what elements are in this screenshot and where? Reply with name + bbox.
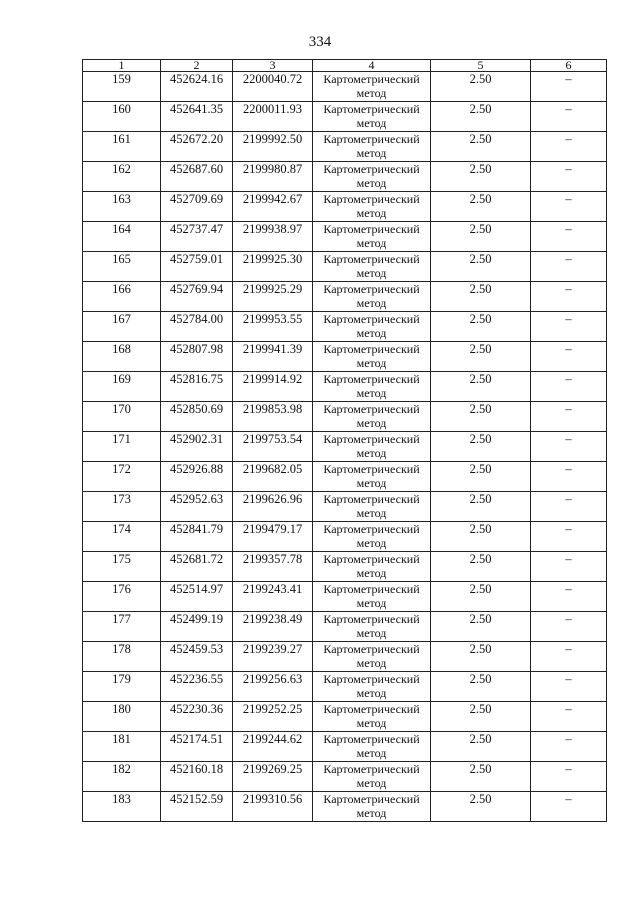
coordinate-y: 2199238.49 bbox=[233, 612, 313, 642]
coordinate-y: 2199942.67 bbox=[233, 192, 313, 222]
empty-dash: – bbox=[531, 702, 607, 732]
method-line-2: метод bbox=[356, 326, 387, 340]
method-line-2: метод bbox=[356, 236, 387, 250]
accuracy-value: 2.50 bbox=[431, 462, 531, 492]
coordinate-x: 452499.19 bbox=[161, 612, 233, 642]
coordinate-y: 2199938.97 bbox=[233, 222, 313, 252]
table-row bbox=[83, 582, 607, 612]
coordinate-y: 2199239.27 bbox=[233, 642, 313, 672]
point-number: 160 bbox=[83, 102, 161, 132]
accuracy-value: 2.50 bbox=[431, 732, 531, 762]
point-number: 169 bbox=[83, 372, 161, 402]
method-line-2: метод bbox=[356, 506, 387, 520]
method-cell bbox=[313, 162, 431, 192]
table-row bbox=[83, 222, 607, 252]
method-line-2: метод bbox=[356, 476, 387, 490]
coordinate-x: 452236.55 bbox=[161, 672, 233, 702]
method-cell bbox=[313, 672, 431, 702]
coordinate-x: 452816.75 bbox=[161, 372, 233, 402]
table-row bbox=[83, 672, 607, 702]
point-number: 162 bbox=[83, 162, 161, 192]
point-number: 168 bbox=[83, 342, 161, 372]
coordinate-x: 452681.72 bbox=[161, 552, 233, 582]
empty-dash: – bbox=[531, 612, 607, 642]
accuracy-value: 2.50 bbox=[431, 522, 531, 552]
method-cell bbox=[313, 222, 431, 252]
accuracy-value: 2.50 bbox=[431, 312, 531, 342]
empty-dash: – bbox=[531, 552, 607, 582]
method-line-2: метод bbox=[356, 116, 387, 130]
column-header: 4 bbox=[313, 60, 431, 72]
method-line-2: метод bbox=[356, 386, 387, 400]
method-cell bbox=[313, 252, 431, 282]
method-cell bbox=[313, 132, 431, 162]
accuracy-value: 2.50 bbox=[431, 552, 531, 582]
point-number: 183 bbox=[83, 792, 161, 822]
empty-dash: – bbox=[531, 72, 607, 102]
method-cell bbox=[313, 432, 431, 462]
accuracy-value: 2.50 bbox=[431, 762, 531, 792]
coordinate-x: 452174.51 bbox=[161, 732, 233, 762]
accuracy-value: 2.50 bbox=[431, 72, 531, 102]
empty-dash: – bbox=[531, 402, 607, 432]
method-cell bbox=[313, 642, 431, 672]
method-line-1: Картометрический bbox=[323, 492, 420, 506]
coordinate-x: 452807.98 bbox=[161, 342, 233, 372]
method-line-1: Картометрический bbox=[323, 522, 420, 536]
method-cell bbox=[313, 312, 431, 342]
method-cell bbox=[313, 282, 431, 312]
coordinate-y: 2199357.78 bbox=[233, 552, 313, 582]
coordinate-y: 2200040.72 bbox=[233, 72, 313, 102]
point-number: 177 bbox=[83, 612, 161, 642]
method-line-2: метод bbox=[356, 596, 387, 610]
point-number: 179 bbox=[83, 672, 161, 702]
column-header: 3 bbox=[233, 60, 313, 72]
table-row bbox=[83, 492, 607, 522]
method-line-2: метод bbox=[356, 176, 387, 190]
accuracy-value: 2.50 bbox=[431, 432, 531, 462]
empty-dash: – bbox=[531, 792, 607, 822]
method-line-2: метод bbox=[356, 206, 387, 220]
method-line-1: Картометрический bbox=[323, 402, 420, 416]
method-line-1: Картометрический bbox=[323, 282, 420, 296]
method-cell bbox=[313, 372, 431, 402]
method-line-2: метод bbox=[356, 566, 387, 580]
column-header: 5 bbox=[431, 60, 531, 72]
empty-dash: – bbox=[531, 222, 607, 252]
accuracy-value: 2.50 bbox=[431, 492, 531, 522]
coordinate-y: 2199753.54 bbox=[233, 432, 313, 462]
method-line-2: метод bbox=[356, 356, 387, 370]
coordinate-y: 2199256.63 bbox=[233, 672, 313, 702]
accuracy-value: 2.50 bbox=[431, 702, 531, 732]
table-row bbox=[83, 72, 607, 102]
point-number: 174 bbox=[83, 522, 161, 552]
empty-dash: – bbox=[531, 342, 607, 372]
empty-dash: – bbox=[531, 732, 607, 762]
method-line-2: метод bbox=[356, 266, 387, 280]
empty-dash: – bbox=[531, 432, 607, 462]
coordinate-x: 452152.59 bbox=[161, 792, 233, 822]
table-row bbox=[83, 372, 607, 402]
coordinate-x: 452841.79 bbox=[161, 522, 233, 552]
coordinate-x: 452769.94 bbox=[161, 282, 233, 312]
method-line-1: Картометрический bbox=[323, 432, 420, 446]
coordinate-y: 2199925.29 bbox=[233, 282, 313, 312]
table-row bbox=[83, 402, 607, 432]
accuracy-value: 2.50 bbox=[431, 252, 531, 282]
method-line-1: Картометрический bbox=[323, 342, 420, 356]
table-row bbox=[83, 642, 607, 672]
method-line-1: Картометрический bbox=[323, 312, 420, 326]
method-line-2: метод bbox=[356, 746, 387, 760]
coordinate-y: 2200011.93 bbox=[233, 102, 313, 132]
coordinate-x: 452850.69 bbox=[161, 402, 233, 432]
accuracy-value: 2.50 bbox=[431, 222, 531, 252]
empty-dash: – bbox=[531, 762, 607, 792]
table-header-row bbox=[83, 60, 607, 72]
method-cell bbox=[313, 492, 431, 522]
coordinate-y: 2199925.30 bbox=[233, 252, 313, 282]
accuracy-value: 2.50 bbox=[431, 642, 531, 672]
coordinates-table bbox=[82, 59, 607, 822]
point-number: 163 bbox=[83, 192, 161, 222]
empty-dash: – bbox=[531, 192, 607, 222]
coordinate-y: 2199269.25 bbox=[233, 762, 313, 792]
coordinate-x: 452709.69 bbox=[161, 192, 233, 222]
coordinate-y: 2199479.17 bbox=[233, 522, 313, 552]
coordinate-y: 2199626.96 bbox=[233, 492, 313, 522]
method-cell bbox=[313, 402, 431, 432]
empty-dash: – bbox=[531, 132, 607, 162]
method-line-1: Картометрический bbox=[323, 102, 420, 116]
coordinate-y: 2199682.05 bbox=[233, 462, 313, 492]
table-row bbox=[83, 792, 607, 822]
method-line-2: метод bbox=[356, 776, 387, 790]
table-row bbox=[83, 522, 607, 552]
table-row bbox=[83, 612, 607, 642]
coordinate-y: 2199244.62 bbox=[233, 732, 313, 762]
point-number: 172 bbox=[83, 462, 161, 492]
empty-dash: – bbox=[531, 492, 607, 522]
table-row bbox=[83, 102, 607, 132]
accuracy-value: 2.50 bbox=[431, 582, 531, 612]
point-number: 159 bbox=[83, 72, 161, 102]
method-line-2: метод bbox=[356, 536, 387, 550]
table-row bbox=[83, 192, 607, 222]
coordinate-x: 452926.88 bbox=[161, 462, 233, 492]
method-line-1: Картометрический bbox=[323, 702, 420, 716]
table-row bbox=[83, 252, 607, 282]
coordinate-x: 452624.16 bbox=[161, 72, 233, 102]
coordinate-x: 452687.60 bbox=[161, 162, 233, 192]
coordinate-y: 2199953.55 bbox=[233, 312, 313, 342]
point-number: 166 bbox=[83, 282, 161, 312]
empty-dash: – bbox=[531, 372, 607, 402]
method-line-1: Картометрический bbox=[323, 552, 420, 566]
table-row bbox=[83, 462, 607, 492]
coordinate-y: 2199992.50 bbox=[233, 132, 313, 162]
empty-dash: – bbox=[531, 582, 607, 612]
coordinate-x: 452737.47 bbox=[161, 222, 233, 252]
coordinate-x: 452672.20 bbox=[161, 132, 233, 162]
table-row bbox=[83, 702, 607, 732]
accuracy-value: 2.50 bbox=[431, 192, 531, 222]
point-number: 164 bbox=[83, 222, 161, 252]
coordinate-x: 452641.35 bbox=[161, 102, 233, 132]
accuracy-value: 2.50 bbox=[431, 792, 531, 822]
coordinate-y: 2199252.25 bbox=[233, 702, 313, 732]
empty-dash: – bbox=[531, 252, 607, 282]
method-cell bbox=[313, 612, 431, 642]
method-cell bbox=[313, 462, 431, 492]
accuracy-value: 2.50 bbox=[431, 612, 531, 642]
method-line-2: метод bbox=[356, 146, 387, 160]
empty-dash: – bbox=[531, 522, 607, 552]
accuracy-value: 2.50 bbox=[431, 342, 531, 372]
method-line-2: метод bbox=[356, 806, 387, 820]
method-cell bbox=[313, 522, 431, 552]
method-line-1: Картометрический bbox=[323, 642, 420, 656]
method-line-2: метод bbox=[356, 656, 387, 670]
point-number: 178 bbox=[83, 642, 161, 672]
method-cell bbox=[313, 732, 431, 762]
coordinate-x: 452952.63 bbox=[161, 492, 233, 522]
method-line-2: метод bbox=[356, 626, 387, 640]
method-line-1: Картометрический bbox=[323, 732, 420, 746]
accuracy-value: 2.50 bbox=[431, 162, 531, 192]
coordinate-x: 452459.53 bbox=[161, 642, 233, 672]
table-row bbox=[83, 162, 607, 192]
table-row bbox=[83, 762, 607, 792]
coordinate-y: 2199243.41 bbox=[233, 582, 313, 612]
coordinate-y: 2199914.92 bbox=[233, 372, 313, 402]
coordinate-x: 452160.18 bbox=[161, 762, 233, 792]
empty-dash: – bbox=[531, 102, 607, 132]
point-number: 180 bbox=[83, 702, 161, 732]
empty-dash: – bbox=[531, 312, 607, 342]
method-cell bbox=[313, 702, 431, 732]
point-number: 181 bbox=[83, 732, 161, 762]
table-row bbox=[83, 552, 607, 582]
table-row bbox=[83, 732, 607, 762]
method-line-1: Картометрический bbox=[323, 192, 420, 206]
table-row bbox=[83, 342, 607, 372]
method-cell bbox=[313, 552, 431, 582]
point-number: 171 bbox=[83, 432, 161, 462]
point-number: 161 bbox=[83, 132, 161, 162]
accuracy-value: 2.50 bbox=[431, 372, 531, 402]
accuracy-value: 2.50 bbox=[431, 672, 531, 702]
method-line-1: Картометрический bbox=[323, 72, 420, 86]
coordinate-x: 452514.97 bbox=[161, 582, 233, 612]
method-line-2: метод bbox=[356, 86, 387, 100]
table-row bbox=[83, 312, 607, 342]
coordinate-y: 2199310.56 bbox=[233, 792, 313, 822]
coordinate-x: 452902.31 bbox=[161, 432, 233, 462]
empty-dash: – bbox=[531, 282, 607, 312]
method-line-1: Картометрический bbox=[323, 162, 420, 176]
method-line-1: Картометрический bbox=[323, 252, 420, 266]
method-line-2: метод bbox=[356, 446, 387, 460]
point-number: 182 bbox=[83, 762, 161, 792]
method-cell bbox=[313, 192, 431, 222]
method-line-2: метод bbox=[356, 716, 387, 730]
point-number: 167 bbox=[83, 312, 161, 342]
empty-dash: – bbox=[531, 162, 607, 192]
empty-dash: – bbox=[531, 462, 607, 492]
point-number: 176 bbox=[83, 582, 161, 612]
method-line-1: Картометрический bbox=[323, 792, 420, 806]
method-line-2: метод bbox=[356, 416, 387, 430]
coordinate-x: 452784.00 bbox=[161, 312, 233, 342]
method-line-1: Картометрический bbox=[323, 462, 420, 476]
point-number: 170 bbox=[83, 402, 161, 432]
table-row bbox=[83, 132, 607, 162]
point-number: 175 bbox=[83, 552, 161, 582]
method-cell bbox=[313, 582, 431, 612]
accuracy-value: 2.50 bbox=[431, 282, 531, 312]
accuracy-value: 2.50 bbox=[431, 402, 531, 432]
point-number: 165 bbox=[83, 252, 161, 282]
column-header: 1 bbox=[83, 60, 161, 72]
method-line-1: Картометрический bbox=[323, 132, 420, 146]
method-line-1: Картометрический bbox=[323, 582, 420, 596]
column-header: 2 bbox=[161, 60, 233, 72]
table-row bbox=[83, 282, 607, 312]
page-number: 334 bbox=[308, 34, 332, 50]
coordinate-y: 2199941.39 bbox=[233, 342, 313, 372]
method-cell bbox=[313, 342, 431, 372]
empty-dash: – bbox=[531, 642, 607, 672]
method-cell bbox=[313, 72, 431, 102]
method-line-2: метод bbox=[356, 296, 387, 310]
coordinate-x: 452230.36 bbox=[161, 702, 233, 732]
coordinate-y: 2199853.98 bbox=[233, 402, 313, 432]
method-line-1: Картометрический bbox=[323, 612, 420, 626]
method-cell bbox=[313, 762, 431, 792]
table-row bbox=[83, 432, 607, 462]
method-line-1: Картометрический bbox=[323, 372, 420, 386]
method-cell bbox=[313, 792, 431, 822]
coordinate-y: 2199980.87 bbox=[233, 162, 313, 192]
accuracy-value: 2.50 bbox=[431, 102, 531, 132]
method-line-1: Картометрический bbox=[323, 762, 420, 776]
accuracy-value: 2.50 bbox=[431, 132, 531, 162]
empty-dash: – bbox=[531, 672, 607, 702]
method-line-2: метод bbox=[356, 686, 387, 700]
method-line-1: Картометрический bbox=[323, 222, 420, 236]
method-cell bbox=[313, 102, 431, 132]
column-header: 6 bbox=[531, 60, 607, 72]
coordinate-x: 452759.01 bbox=[161, 252, 233, 282]
method-line-1: Картометрический bbox=[323, 672, 420, 686]
point-number: 173 bbox=[83, 492, 161, 522]
